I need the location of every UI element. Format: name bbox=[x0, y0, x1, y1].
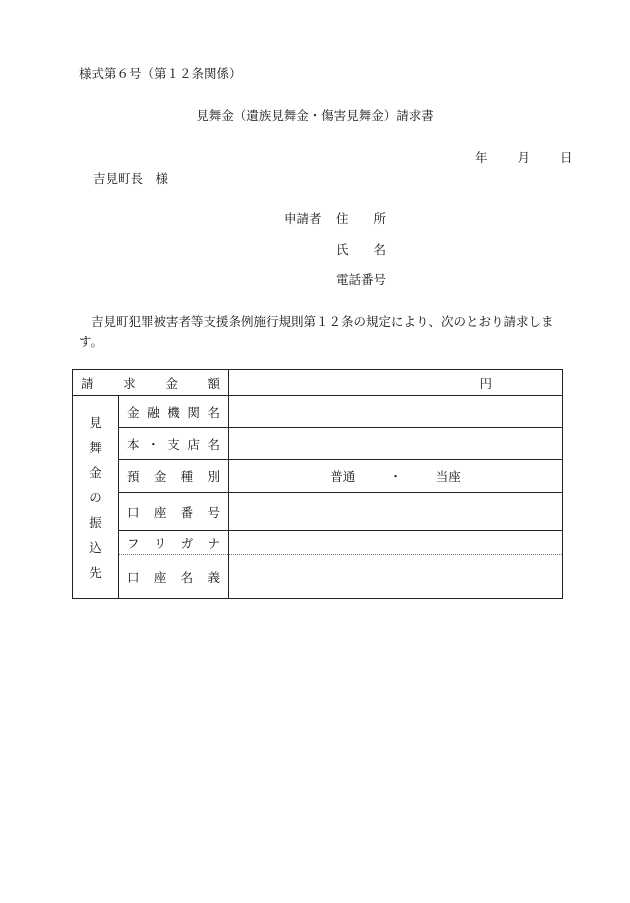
branch-name-input[interactable] bbox=[229, 428, 563, 460]
deposit-type-row bbox=[73, 460, 563, 493]
applicant-name-label: 氏 名 bbox=[336, 242, 387, 257]
request-statement: 吉見町犯罪被害者等支援条例施行規則第１２条の規定により、次のとおり請求します。 bbox=[79, 314, 554, 349]
bank-name-label: 金 融 機 関 名 bbox=[119, 396, 229, 428]
account-holder-row bbox=[73, 555, 563, 599]
addressee: 吉見町長 様 bbox=[93, 171, 169, 186]
deposit-current-option[interactable]: 当座 bbox=[435, 469, 461, 484]
branch-row bbox=[73, 428, 563, 460]
furigana-input[interactable] bbox=[229, 531, 563, 555]
deposit-type-label: 預 金 種 別 bbox=[119, 460, 229, 493]
applicant-label: 申請者 bbox=[284, 211, 322, 226]
branch-name-label: 本 ・ 支 店 名 bbox=[119, 428, 229, 460]
account-number-input[interactable] bbox=[229, 493, 563, 531]
request-form-table bbox=[72, 369, 563, 599]
form-number: 様式第６号（第１２条関係） bbox=[79, 66, 242, 81]
amount-row bbox=[73, 370, 563, 396]
date-line bbox=[475, 150, 572, 165]
furigana-row bbox=[73, 531, 563, 555]
deposit-option-separator: ・ bbox=[389, 469, 402, 484]
yen-unit: 円 bbox=[479, 375, 492, 391]
account-holder-label: 口 座 名 義 bbox=[119, 555, 229, 599]
deposit-type-options[interactable] bbox=[229, 460, 563, 493]
account-number-row bbox=[73, 493, 563, 531]
date-day: 日 bbox=[559, 150, 573, 165]
transfer-destination-label: 見 舞 金 の 振 込 先 bbox=[73, 396, 119, 599]
account-number-label: 口 座 番 号 bbox=[119, 493, 229, 531]
applicant-phone-label: 電話番号 bbox=[336, 272, 387, 287]
applicant-address-label: 住 所 bbox=[336, 211, 387, 226]
deposit-ordinary-option[interactable]: 普通 bbox=[330, 469, 356, 484]
document-title: 見舞金（遺族見舞金・傷害見舞金）請求書 bbox=[196, 108, 434, 123]
date-year: 年 bbox=[475, 150, 488, 165]
account-holder-input[interactable] bbox=[229, 555, 563, 599]
bank-row bbox=[73, 396, 563, 428]
furigana-label: フ リ ガ ナ bbox=[119, 531, 229, 555]
bank-name-input[interactable] bbox=[229, 396, 563, 428]
date-month: 月 bbox=[517, 150, 530, 165]
amount-input[interactable] bbox=[229, 370, 563, 396]
amount-label-cell: 請 求 金 額 bbox=[73, 370, 229, 396]
